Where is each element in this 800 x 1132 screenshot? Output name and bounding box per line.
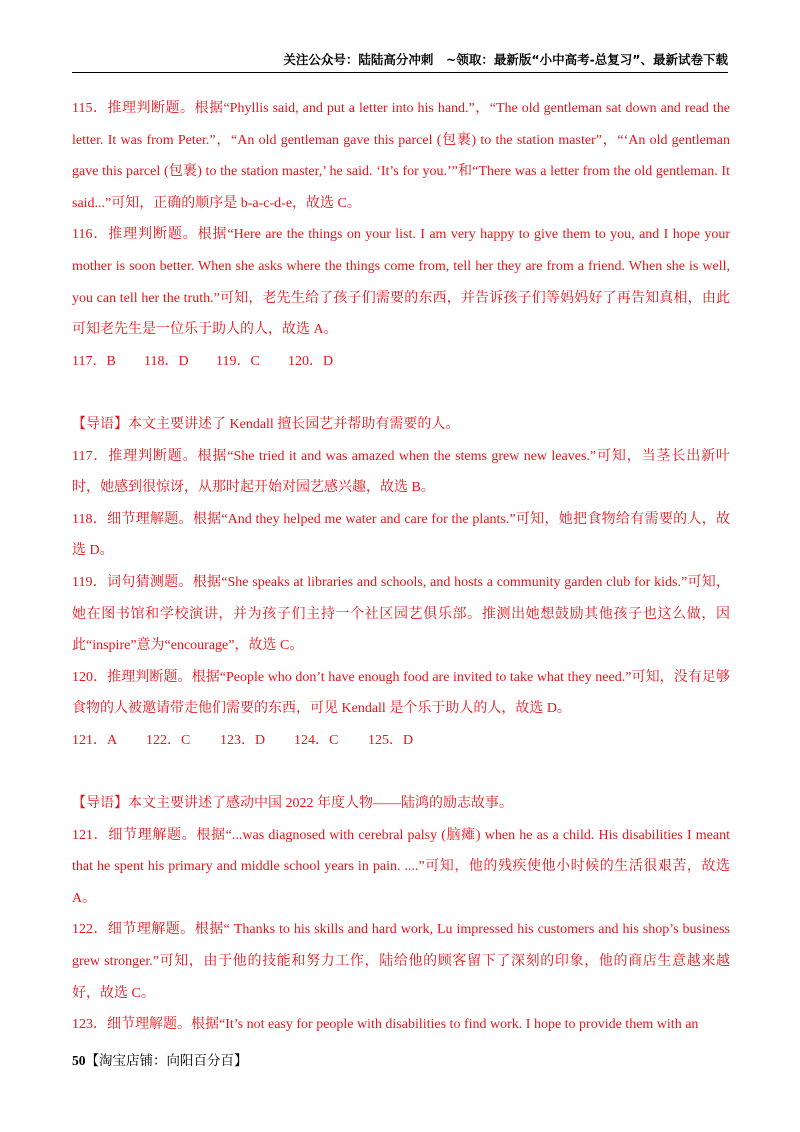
answer-122: 122．C bbox=[146, 732, 191, 748]
answer-118: 118．D bbox=[144, 353, 189, 369]
answer-explanation-115: 115．推理判断题。根据“Phyllis said, and put a letter into his hand.”，“The old gentleman sat down and read the letter. It was from Peter.”，“An old gentleman gave this parcel (包裹) to the station master”，“‘An old gentleman gave this parcel (包裹) to the station master,’ he said. ‘It’s for you.’”和“There was a letter from the old gentleman. It said...”可知，正确的顺序是 b-a-c-d-e，故选 C。 bbox=[72, 101, 730, 211]
answer-explanation-120: 120．推理判断题。根据“People who don’t have enough food are invited to take what they need.”可知，没有足够食物的人被邀请带走他们需要的东西，可见 Kendall 是个乐于助人的人，故选 D。 bbox=[72, 669, 730, 717]
answer-explanation-121: 121．细节理解题。根据“...was diagnosed with cerebral palsy (脑瘫) when he as a child. His disabilities I meant that he spent his primary and middle school years in pain. ....”可知，他的残疾使他小时候的生活很艰苦，故选 A。 bbox=[72, 827, 730, 906]
answer-125: 125．D bbox=[368, 732, 414, 748]
answer-explanation-118: 118．细节理解题。根据“And they helped me water and care for the plants.”可知，她把食物给有需要的人，故选 D。 bbox=[72, 511, 730, 559]
page-number: 50 bbox=[72, 1053, 86, 1068]
answer-124: 124．C bbox=[294, 732, 339, 748]
answer-explanation-123: 123．细节理解题。根据“It’s not easy for people with disabilities to find work. I hope to provide them with an bbox=[72, 1017, 699, 1033]
answer-explanation-122: 122．细节理解题。根据“ Thanks to his skills and hard work, Lu impressed his customers and his shop’s business grew stronger.”可知，由于他的技能和努力工作，陆给他的顾客留下了深刻的印象，他的商店生意越来越好，故选 C。 bbox=[72, 922, 730, 1001]
passage-intro: 【导语】本文主要讲述了 Kendall 擅长园艺并帮助有需要的人。 bbox=[72, 416, 460, 432]
answer-key-row bbox=[72, 346, 730, 378]
answer-key-row bbox=[72, 725, 730, 757]
page-content bbox=[72, 93, 730, 1041]
answer-117: 117．B bbox=[72, 353, 116, 369]
passage-intro: 【导语】本文主要讲述了感动中国 2022 年度人物——陆鸿的励志故事。 bbox=[72, 796, 513, 812]
answer-explanation-116: 116．推理判断题。根据“Here are the things on your list. I am very happy to give them to you, and I hope your mother is soon better. When she asks where the things come from, tell her they are from a friend. When she is well, you can tell her the truth.”可知，老先生给了孩子们需要的东西，并告诉孩子们等妈妈好了再告知真相，由此可知老先生是一位乐于助人的人，故选 A。 bbox=[72, 227, 730, 338]
answer-121: 121．A bbox=[72, 732, 118, 748]
answer-120: 120．D bbox=[288, 353, 334, 369]
answer-explanation-119: 119．词句猜测题。根据“She speaks at libraries and schools, and hosts a community garden club for kids.”可知，她在图书馆和学校演讲，并为孩子们主持一个社区园艺俱乐部。推测出她想鼓励其他孩子也这么做，因此“inspire”意为“encourage”，故选 C。 bbox=[72, 574, 730, 654]
page-header: 关注公众号：陆陆高分冲刺 ~领取：最新版“小中高考-总复习”、最新试卷下载 bbox=[283, 52, 728, 67]
answer-123: 123．D bbox=[220, 732, 266, 748]
page-footer bbox=[72, 1049, 248, 1069]
shop-name: 【淘宝店铺：向阳百分百】 bbox=[85, 1053, 248, 1069]
header-divider bbox=[72, 72, 728, 73]
answer-119: 119．C bbox=[216, 353, 260, 369]
answer-explanation-117: 117．推理判断题。根据“She tried it and was amazed when the stems grew new leaves.”可知，当茎长出新叶时，她感到很惊讶，从那时起开始对园艺感兴趣，故选 B。 bbox=[72, 448, 730, 496]
